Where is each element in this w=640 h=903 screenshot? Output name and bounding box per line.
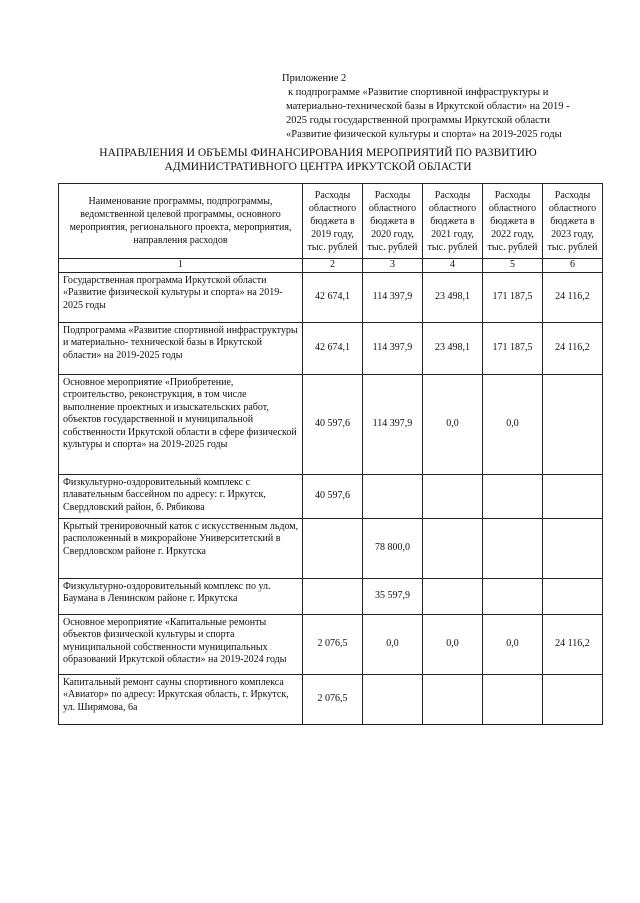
value-2019: 40 597,6 <box>303 374 363 474</box>
appendix-block <box>258 72 578 142</box>
value-2023 <box>543 674 603 724</box>
column-header-2023: Расходы областного бюджета в 2023 году, тыс. рублей <box>543 184 603 259</box>
table-row <box>59 374 603 474</box>
heading-line: АДМИНИСТРАТИВНОГО ЦЕНТРА ИРКУТСКОЙ ОБЛАСТИ <box>164 161 472 173</box>
column-number: 2 <box>303 259 363 273</box>
column-number: 5 <box>483 259 543 273</box>
value-2022 <box>483 474 543 518</box>
value-2021 <box>423 474 483 518</box>
column-header-2022: Расходы областного бюджета в 2022 году, тыс. рублей <box>483 184 543 259</box>
appendix-line: материально-технической базы в Иркутской области» на 2019 - <box>286 101 570 112</box>
value-2020: 114 397,9 <box>363 272 423 322</box>
value-2020 <box>363 674 423 724</box>
row-name: Основное мероприятие «Приобретение, строительство, реконструкция, в том числе выполнение проектных и изыскательских работ, объектов государственной и муниципальной собственности Иркутской области в сфере физической культуры и спорта» на 2019-2025 годы <box>59 374 303 474</box>
value-2021 <box>423 518 483 578</box>
table-row <box>59 614 603 674</box>
column-number-row <box>59 259 603 273</box>
row-name: Капитальный ремонт сауны спортивного комплекса «Авиатор» по адресу: Иркутская область, г. Иркутск, ул. Ширямова, 6а <box>59 674 303 724</box>
financing-table <box>58 183 603 725</box>
appendix-title: Приложение 2 <box>282 73 347 84</box>
value-2021: 23 498,1 <box>423 322 483 374</box>
value-2023: 24 116,2 <box>543 272 603 322</box>
value-2023: 24 116,2 <box>543 614 603 674</box>
value-2019 <box>303 518 363 578</box>
value-2022: 171 187,5 <box>483 272 543 322</box>
appendix-line: «Развитие физической культуры и спорта» на 2019-2025 годы <box>286 129 562 140</box>
column-header-name: Наименование программы, подпрограммы, ведомственной целевой программы, основного мероприятия, регионального проекта, мероприятия, направления расходов <box>59 184 303 259</box>
value-2022: 0,0 <box>483 614 543 674</box>
row-name: Физкультурно-оздоровительный комплекс с плавательным бассейном по адресу: г. Иркутск, Свердловский район, б. Рябикова <box>59 474 303 518</box>
value-2022: 0,0 <box>483 374 543 474</box>
value-2019: 2 076,5 <box>303 614 363 674</box>
value-2020 <box>363 474 423 518</box>
value-2020: 78 800,0 <box>363 518 423 578</box>
value-2023 <box>543 518 603 578</box>
value-2020: 35 597,9 <box>363 578 423 614</box>
value-2020: 114 397,9 <box>363 322 423 374</box>
value-2019: 40 597,6 <box>303 474 363 518</box>
row-name: Физкультурно-оздоровительный комплекс по ул. Баумана в Ленинском районе г. Иркутска <box>59 578 303 614</box>
row-name: Крытый тренировочный каток с искусственным льдом, расположенный в микрорайоне Университетский в Свердловском районе г. Иркутска <box>59 518 303 578</box>
value-2020: 114 397,9 <box>363 374 423 474</box>
column-number: 6 <box>543 259 603 273</box>
column-header-2019: Расходы областного бюджета в 2019 году, тыс. рублей <box>303 184 363 259</box>
table-row <box>59 322 603 374</box>
table-row <box>59 674 603 724</box>
column-number: 3 <box>363 259 423 273</box>
value-2019: 42 674,1 <box>303 272 363 322</box>
value-2022 <box>483 578 543 614</box>
value-2023 <box>543 578 603 614</box>
column-header-2020: Расходы областного бюджета в 2020 году, тыс. рублей <box>363 184 423 259</box>
column-number: 4 <box>423 259 483 273</box>
value-2021 <box>423 578 483 614</box>
row-name: Подпрограмма «Развитие спортивной инфраструктуры и материально- технической базы в Иркутской области» на 2019-2025 годы <box>59 322 303 374</box>
document-heading <box>60 146 576 174</box>
value-2021 <box>423 674 483 724</box>
column-number: 1 <box>59 259 303 273</box>
value-2022: 171 187,5 <box>483 322 543 374</box>
value-2021: 23 498,1 <box>423 272 483 322</box>
appendix-line: к подпрограмме «Развитие спортивной инфраструктуры и <box>288 87 549 98</box>
value-2023 <box>543 374 603 474</box>
value-2022 <box>483 518 543 578</box>
row-name: Государственная программа Иркутской области «Развитие физической культуры и спорта» на 2019-2025 годы <box>59 272 303 322</box>
table-header-row <box>59 184 603 259</box>
appendix-line: 2025 годы государственной программы Иркутской области <box>286 115 550 126</box>
row-name: Основное мероприятие «Капитальные ремонты объектов физической культуры и спорта муниципальной собственности муниципальных образований Иркутской области» на 2019-2024 годы <box>59 614 303 674</box>
value-2021: 0,0 <box>423 374 483 474</box>
table-row <box>59 474 603 518</box>
value-2022 <box>483 674 543 724</box>
column-header-2021: Расходы областного бюджета в 2021 году, тыс. рублей <box>423 184 483 259</box>
table-row <box>59 272 603 322</box>
value-2019 <box>303 578 363 614</box>
value-2019: 42 674,1 <box>303 322 363 374</box>
table-row <box>59 518 603 578</box>
value-2019: 2 076,5 <box>303 674 363 724</box>
table-row <box>59 578 603 614</box>
value-2023 <box>543 474 603 518</box>
value-2020: 0,0 <box>363 614 423 674</box>
value-2021: 0,0 <box>423 614 483 674</box>
heading-line: НАПРАВЛЕНИЯ И ОБЪЕМЫ ФИНАНСИРОВАНИЯ МЕРОПРИЯТИЙ ПО РАЗВИТИЮ <box>99 147 537 159</box>
value-2023: 24 116,2 <box>543 322 603 374</box>
